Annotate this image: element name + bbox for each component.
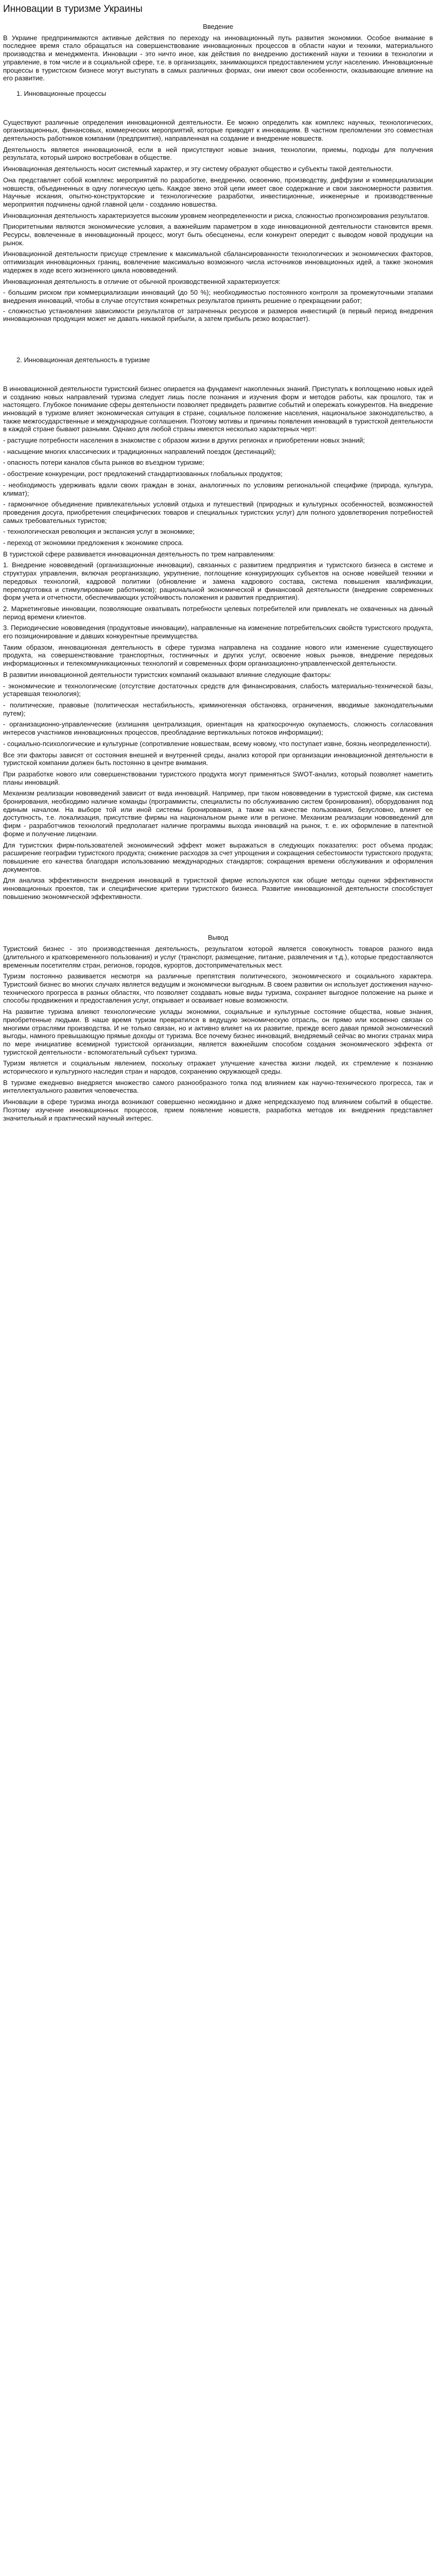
intro-section <box>3 34 433 82</box>
paragraph: Все эти факторы зависят от состояния внешней и внутренней среды, анализ которой при организации инновационной деятельности в туристской компании должен быть постоянно в центре внимания. <box>3 751 433 767</box>
paragraph: - экономические и технологические (отсутствие достаточных средств для финансирования, слабость материально-технической базы, устаревшая технология); <box>3 682 433 698</box>
paragraph: - насыщение многих классических и традиционных направлений поездок (дестинаций); <box>3 447 276 455</box>
conclusion-heading: Вывод <box>207 934 229 942</box>
paragraph: 1. Внедрение нововведений (организационные инновации), связанных с развитием предприятия и туристского бизнеса в системе и структурах управления, включая реорганизацию, укрупнение, поглощение конкурирующих субъектов на основе новейшей техники и передовых технологий, кадровой политики (обновление и замена кадрового состава, система повышения квалификации, переподготовка и стимулирование работников); рациональной экономической и финансовой деятельности (внедрение современных форм учета и отчетности, обеспечивающих устойчивость положения и развития предприятия). <box>3 561 433 602</box>
paragraph: - необходимость удерживать вдали своих граждан в зонах, аналогичных по условиям региональной специфике (природа, культура, климат); <box>3 481 433 497</box>
paragraph: При разработке нового или совершенствовании туристского продукта могут применяться SWOT-анализ, который позволяет наметить планы инноваций. <box>3 770 433 786</box>
paragraph: В инновационной деятельности туристский бизнес опирается на фундамент накопленных знаний. Приступать к воплощению новых идей и созданию новых направлений туризма следует лишь после познания и изучения форм и методов работы, как прошлого, так и настоящего. Глубокое понимание сферы деятельности позволяет предвидеть развитие событий и опережать конкурентов. На внедрение инноваций в туризме влияет экономическая ситуация в стране, социальное положение населения, национальное законодательство, а также межгосударственные и международные соглашения. Поэтому мотивы и причины появления инноваций в туристской деятельности в каждой стране бывают разными. Однако для любой страны имеются несколько характерных черт: <box>3 384 433 433</box>
paragraph: Туристский бизнес - это производственная деятельность, результатом которой является совокупность товаров разного вида (длительного и кратковременного пользования) и услуг (транспорт, размещение, питание, развлечения и т.д.), которые предоставляются временным посетителям стран, регионов, городов, курортов, достопримечательных мест. <box>3 945 433 969</box>
paragraph: Инновационная деятельность носит системный характер, и эту систему образуют общество и субъекты такой деятельности. <box>3 165 393 173</box>
paragraph: - гармоничное объединение привлекательных условий отдыха и путешествий (природных и культурных особенностей, возможностей проведения досуга, приобретения специфических товаров и специальных туристских услуг) для полного удовлетворения потребностей самых требовательных туристов; <box>3 500 433 524</box>
section-1-list <box>3 289 433 323</box>
section-2 <box>3 385 433 901</box>
section-2-heading: 2. Инновационная деятельность в туризме <box>16 356 150 364</box>
paragraph: В Украине предпринимаются активные действия по переходу на инновационный путь развития экономики. Особое внимание в последнее время стало обращаться на совершенствование инновационных процессов в области науки и техники, материального производства и менеджмента. Инновации - это ничто иное, как действия по внедрению достижений науки и техники в технологии и управление, в том числе и в социальной сфере, т.е. в организациях, занимающихся предоставлением услуг населению. Инновационные процессы в туристском бизнесе могут выступать в самых различных формах, они имеют свои особенности, оказывающие влияние на его развитие. <box>3 33 433 82</box>
document <box>0 0 436 1122</box>
paragraph: Она представляет собой комплекс мероприятий по разработке, внедрению, освоению, производству, диффузии и коммерциализации новшеств, объединенных в одну логическую цепь. Каждое звено этой цепи имеет свое содержание и свои закономерности развития. Научные искания, опытно-конструкторские и технологические разработки, инвестиционные, инженерные и производственные мероприятия подчинены одной главной цели - созданию новшества. <box>3 176 433 208</box>
list-item: - большим риском при коммерциализации инноваций (до 50 %); необходимостью постоянного контроля за промежуточными этапами внедрения инноваций, чтобы в случае отсутствия конкретных результатов принять решение о прекращении работ; <box>3 289 433 304</box>
paragraph: На развитие туризма влияют технологические уклады экономики, социальные и культурные состояние общества, новые знания, приобретенные людьми. В наше время туризм превратился в ведущую экономическую отрасль, он прямо или косвенно связан со многими отраслями производства. И не только связан, но и активно влияет на их развитие, прежде всего давая прямой экономический выгоды, намного превышающую прямые доходы от туризма. Все почему бизнес инноваций, внедряемый сейчас во многих странах мира по мере инициативе всемирной туристской организации, является важнейшим способом создания экономического эффекта от туристской деятельности - вспомогательный субъект туризма. <box>3 1008 433 1056</box>
paragraph: Инновации в сфере туризма иногда возникают совершенно неожиданно и даже непредсказуемо под влиянием событий в обществе. Поэтому изучение инновационных процессов, прием появление новшеств, разработка методов их внедрения представляет значительный и практический научный интерес. <box>3 1098 433 1122</box>
paragraph: Таким образом, инновационная деятельность в сфере туризма направлена на создание нового или изменение существующего продукта, на совершенствование транспортных, гостиничных и других услуг, освоение новых рынков, внедрение передовых информационных и телекоммуникационных технологий и современных форм организационно-управленческой деятельности. <box>3 643 433 668</box>
paragraph: - растущие потребности населения в знакомстве с образом жизни в других регионах и приобретении новых знаний; <box>3 436 365 445</box>
paragraph: Инновационная деятельность характеризуется высоким уровнем неопределенности и риска, сложностью прогнозирования результатов. <box>3 211 430 219</box>
paragraph: - технологическая революция и экспансия услуг в экономике; <box>3 528 195 536</box>
section-1 <box>3 118 433 323</box>
paragraph: - переход от экономики предложения к экономике спроса. <box>3 539 184 547</box>
paragraph: 2. Маркетинговые инновации, позволяющие охватывать потребности целевых потребителей или привлекать не охваченных на данный период времени клиентов. <box>3 604 433 621</box>
paragraph: Существуют различные определения инновационной деятельности. Ее можно определить как комплекс научных, технологических, организационных, финансовых, коммерческих мероприятий, которые приводят к инновациям. В частном преломлении это совместная деятельность работников компании (предприятия), направленная на создание и внедрение новшеств. <box>3 118 433 143</box>
paragraph: Для туристских фирм-пользователей экономический эффект может выражаться в следующих показателях: рост объема продаж; расширение географии туристского продукта; снижение расходов за счет упрощения и сокращения себестоимости туристского продукта; повышение его качества благодаря использованию международных стандартов; сокращения времени обслуживания и оформления документов. <box>3 841 433 873</box>
paragraph: - организационно-управленческие (излишняя централизация, ориентация на краткосрочную окупаемость, сложность согласования интересов участников инновационных процессов, преобладание вертикальных потоков информации); <box>3 720 433 737</box>
paragraph: Инновационной деятельности присуще стремление к максимальной сбалансированности технологических и экономических факторов, оптимизация инновационных границ, вовлечение максимально возможного числа источников инновационных идей, а также экономия издержек в ходе всего жизненного цикла нововведений. <box>3 250 433 274</box>
paragraph: Туризм постоянно развивается несмотря на различные препятствия политического, экономического и социального характера. Туристский бизнес во многих случаях является ведущим и экономически выгодным. В своем развитии он использует достижения научно-технического прогресса в разных областях, что позволяет создавать новые виды туризма, сохраняет выгодное положение на рынке и способы продвижения и предоставления услуг, открывает и осваивает новые возможности. <box>3 972 433 1005</box>
paragraph: - социально-психологические и культурные (сопротивление новшествам, всему новому, что поступает извне, боязнь неопределенности). <box>3 739 431 748</box>
paragraph: В туризме ежедневно внедряется множество самого разнообразного толка под влиянием как научно-технического прогресса, так и интеллектуального развития человечества. <box>3 1078 433 1095</box>
paragraph: Приоритетными являются экономические условия, а важнейшим параметром в ходе инновационной деятельности становится время. Ресурсы, вовлеченные в инновационный процесс, могут быть обесценены, если конкурент опередит с выводом новой продукции на рынок. <box>3 223 433 247</box>
document-title: Инновации в туризме Украины <box>3 4 143 14</box>
paragraph: В развитии инновационной деятельности туристских компаний оказывают влияние следующие факторы: <box>3 670 332 679</box>
paragraph: В туристской сфере развивается инновационная деятельность по трем направлениям: <box>3 550 275 558</box>
section-1-heading: 1. Инновационные процессы <box>16 89 107 97</box>
paragraph: 3. Периодические нововведения (продуктовые инновации), направленные на изменение потребительских свойств туристского продукта, его позиционирование и давших конкурентные преимущества. <box>3 624 433 640</box>
paragraph: - опасность потери каналов сбыта рынков во въездном туризме; <box>3 459 204 467</box>
intro-heading: Введение <box>203 23 233 30</box>
list-item: - сложностью установления зависимости результатов от затраченных ресурсов и размеров инвестиций (в первый период внедрения инновационная продукция может не давать никакой прибыли, а затем прибыль резко возрастает). <box>3 307 433 323</box>
conclusion-section <box>3 945 433 1122</box>
paragraph: - политические, правовые (политическая нестабильность, криминогенная обстановка, ограничения, вводимые законодательными путем); <box>3 701 433 717</box>
paragraph: - обострение конкуренции, рост предложений стандартизованных глобальных продуктов; <box>3 470 283 478</box>
paragraph: Механизм реализации нововведений зависит от вида инноваций. Например, при таком нововведении в туристской фирме, как система бронирования, необходимо наличие команды (программисты, специалисты по обслуживанию систем бронирования), оборудования под единым началом. На выборе той или иной системы бронирования, а также на качестве пользования, безусловно, влияет ее доступность, т.е. локализация, присутствие фирмы на национальном рынке или в регионе. Механизм реализации нововведений для фирм - разработчиков технологий предполагает наличие программы выхода инноваций на рынок, т. е. их оформление в патентной форме и получение лицензии. <box>3 789 433 838</box>
paragraph: Для анализа эффективности внедрения инноваций в туристской фирме используются как общие методы оценки эффективности инновационных проектов, так и специфические критерии туристского бизнеса. Развитие инновационной деятельности способствует повышению экономической эффективности. <box>3 876 433 901</box>
paragraph: Деятельность является инновационной, если в ней присутствуют новые знания, технологии, приемы, подходы для получения результата, который широко востребован в обществе. <box>3 145 433 162</box>
paragraph: Инновационная деятельность в отличие от обычной производственной характеризуется: <box>3 277 281 285</box>
paragraph: Туризм является и социальным явлением, поскольку отражает улучшение качества жизни людей, их стремление к познанию исторического и культурного наследия стран и народов, сохранению окружающей среды. <box>3 1059 433 1076</box>
